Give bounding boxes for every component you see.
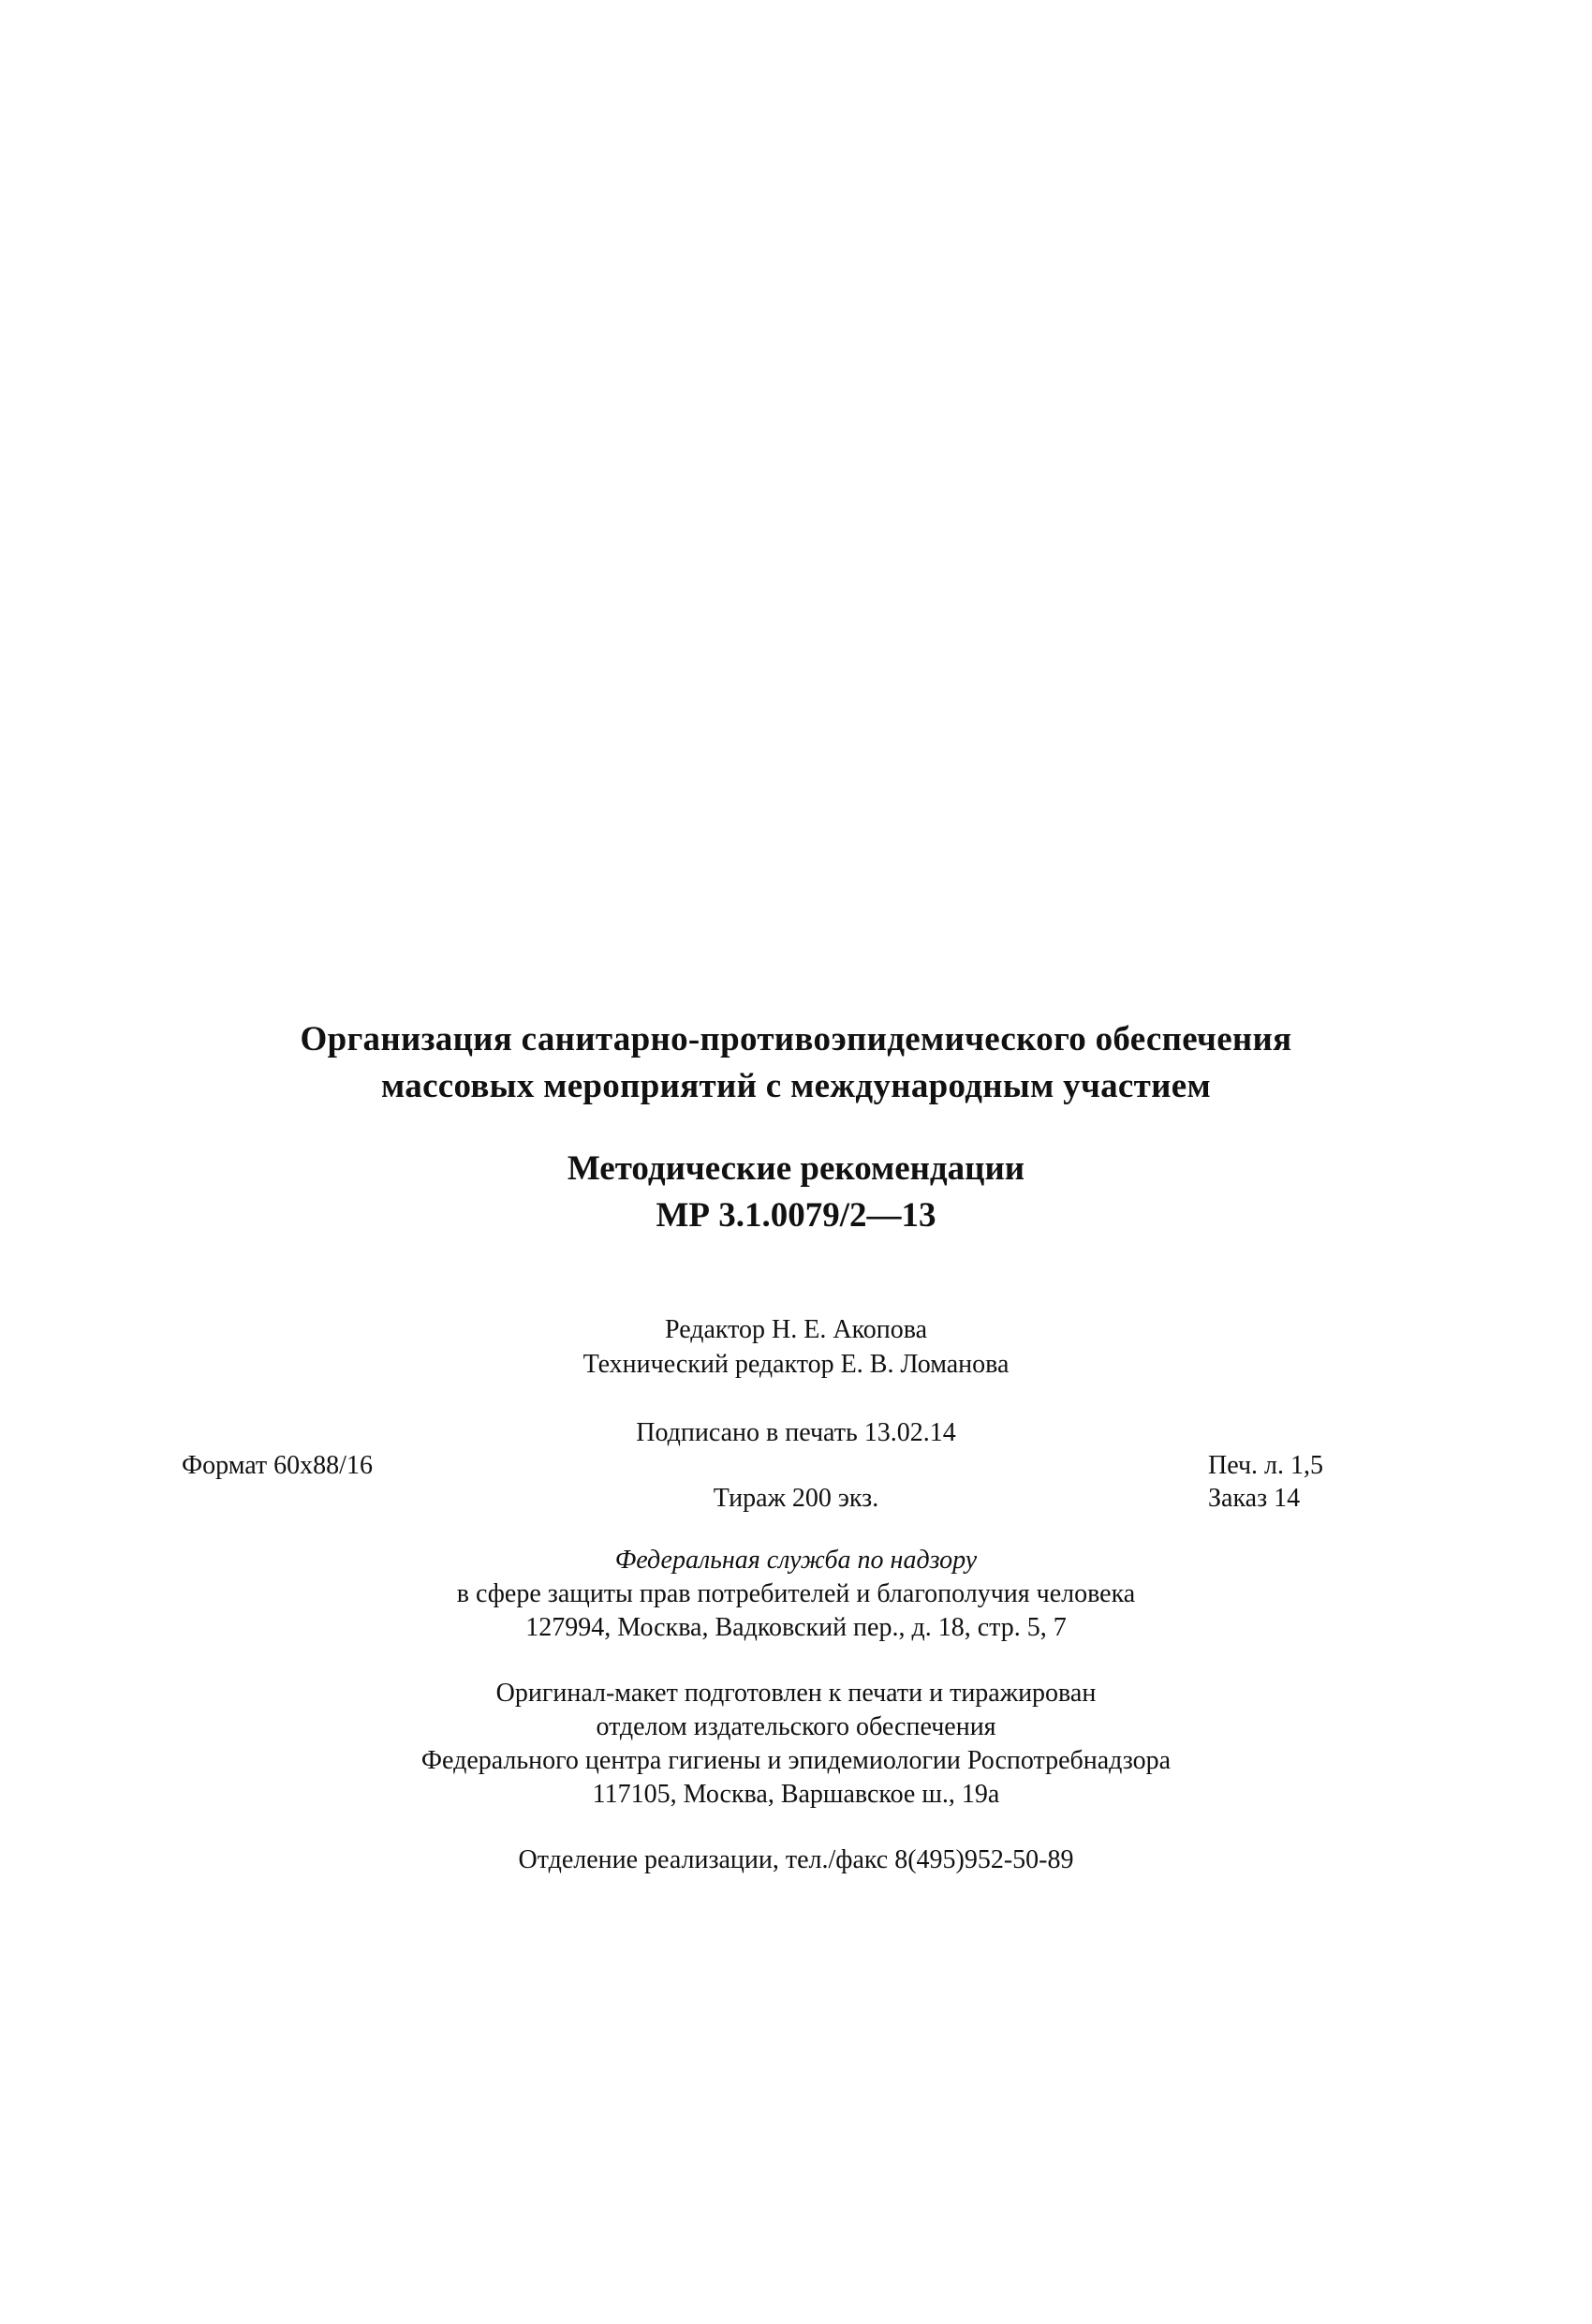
layout-maker-line-2: отделом издательского обеспечения — [596, 1712, 996, 1741]
publisher-address: 127994, Москва, Вадковский пер., д. 18, стр. 5, 7 — [525, 1613, 1067, 1642]
layout-maker-line-3: Федерального центра гигиены и эпидемиологии Роспотребнадзора — [420, 1746, 1172, 1775]
sales-department-contact: Отделение реализации, тел./факс 8(495)952-50-89 — [518, 1845, 1074, 1874]
signed-to-print: Подписано в печать 13.02.14 — [636, 1418, 956, 1447]
layout-maker-address: 117105, Москва, Варшавское ш., 19а — [592, 1780, 1000, 1809]
layout-maker-line-1: Оригинал-макет подготовлен к печати и тиражирован — [495, 1679, 1097, 1708]
order-number: Заказ 14 — [1208, 1484, 1301, 1513]
document-title-line-1: Организация санитарно-противоэпидемического обеспечения — [300, 1020, 1292, 1058]
editor-line: Редактор Н. Е. Акопова — [664, 1315, 928, 1344]
tech-editor-line: Технический редактор Е. В. Ломанова — [582, 1350, 1010, 1379]
printed-sheets: Печ. л. 1,5 — [1208, 1451, 1324, 1480]
publisher-line-1: Федеральная служба по надзору — [614, 1546, 978, 1575]
circulation-info: Тираж 200 экз. — [713, 1484, 879, 1513]
document-title-line-2: массовых мероприятий с международным участием — [381, 1067, 1211, 1105]
document-type: Методические рекомендации — [567, 1149, 1025, 1188]
document-code: МР 3.1.0079/2—13 — [656, 1196, 936, 1235]
format-info: Формат 60x88/16 — [182, 1451, 373, 1480]
publisher-line-2: в сфере защиты прав потребителей и благополучия человека — [456, 1579, 1136, 1608]
